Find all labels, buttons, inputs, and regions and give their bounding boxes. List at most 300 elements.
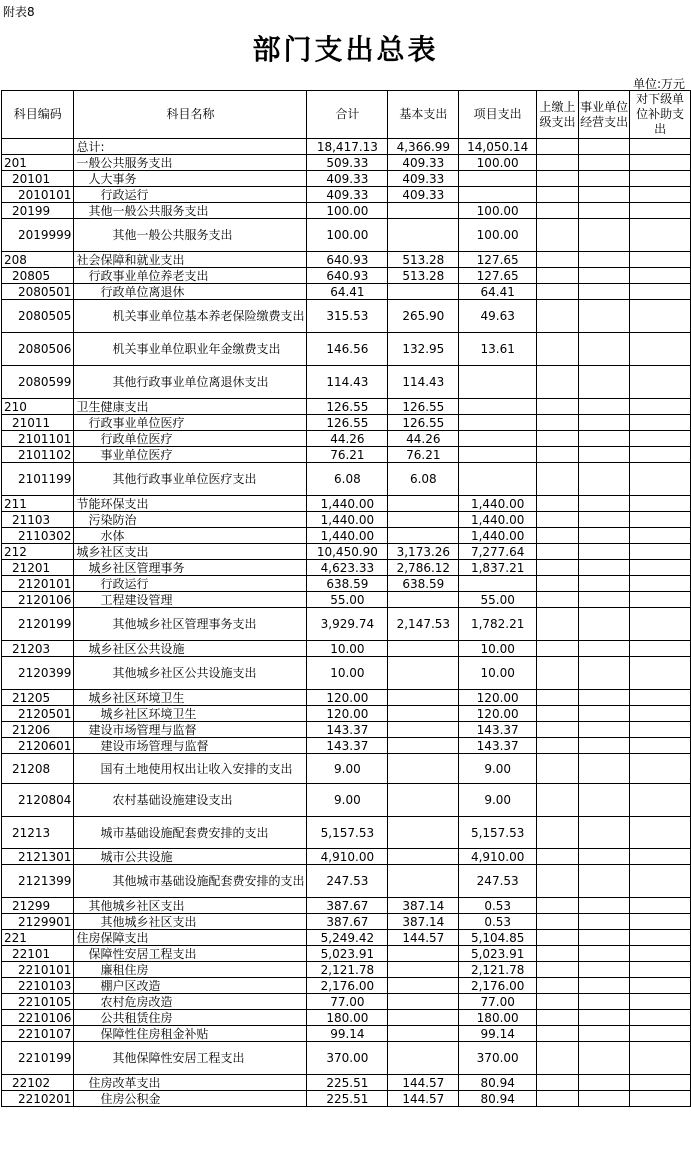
cell-project: 2,121.78 [459,962,537,978]
cell-subsidy [630,203,691,219]
cell-code: 2120601 [2,738,74,754]
table-row [2,914,691,930]
table-row [2,898,691,914]
cell-name: 其他城市基础设施配套费安排的支出 [74,865,307,898]
table-row [2,252,691,268]
cell-business [579,284,630,300]
cell-basic: 144.57 [388,1075,459,1091]
cell-upper [536,930,578,946]
cell-name: 行政单位离退休 [74,284,307,300]
table-row [2,1075,691,1091]
cell-upper [536,722,578,738]
cell-business [579,962,630,978]
cell-basic [388,706,459,722]
cell-project: 13.61 [459,333,537,366]
cell-project: 120.00 [459,690,537,706]
header-subsidy: 对下级单位补助支出 [630,91,691,139]
cell-subsidy [630,865,691,898]
cell-project [459,366,537,399]
cell-basic [388,512,459,528]
cell-basic [388,962,459,978]
cell-basic: 126.55 [388,415,459,431]
cell-upper [536,463,578,496]
table-row [2,139,691,155]
cell-upper [536,415,578,431]
cell-name: 行政运行 [74,187,307,203]
cell-code: 2210201 [2,1091,74,1107]
cell-project: 100.00 [459,219,537,252]
cell-project: 100.00 [459,155,537,171]
cell-subsidy [630,817,691,849]
cell-upper [536,641,578,657]
cell-business [579,252,630,268]
cell-project: 1,782.21 [459,608,537,641]
cell-total: 143.37 [307,738,388,754]
cell-business [579,171,630,187]
cell-name: 城乡社区管理事务 [74,560,307,576]
cell-project: 0.53 [459,914,537,930]
table-row [2,817,691,849]
header-project: 项目支出 [459,91,537,139]
cell-business [579,754,630,784]
cell-basic [388,994,459,1010]
cell-business [579,817,630,849]
cell-code: 201 [2,155,74,171]
cell-basic: 409.33 [388,171,459,187]
cell-subsidy [630,576,691,592]
cell-basic: 114.43 [388,366,459,399]
cell-subsidy [630,1075,691,1091]
cell-code: 2129901 [2,914,74,930]
cell-name: 住房公积金 [74,1091,307,1107]
cell-upper [536,784,578,817]
table-row [2,528,691,544]
cell-name: 城乡社区环境卫生 [74,690,307,706]
cell-basic: 387.14 [388,914,459,930]
cell-total: 6.08 [307,463,388,496]
cell-business [579,1026,630,1042]
cell-code: 211 [2,496,74,512]
table-row [2,784,691,817]
cell-name: 一般公共服务支出 [74,155,307,171]
cell-total: 180.00 [307,1010,388,1026]
table-row [2,463,691,496]
cell-project: 143.37 [459,722,537,738]
table-row [2,994,691,1010]
cell-business [579,784,630,817]
cell-subsidy [630,399,691,415]
cell-code: 2101199 [2,463,74,496]
cell-code: 2120399 [2,657,74,690]
cell-business [579,1075,630,1091]
cell-name: 社会保障和就业支出 [74,252,307,268]
table-row [2,706,691,722]
cell-total: 10.00 [307,657,388,690]
page-title: 部门支出总表 [252,33,439,66]
cell-subsidy [630,657,691,690]
header-total: 合计 [307,91,388,139]
cell-subsidy [630,431,691,447]
cell-code: 2110302 [2,528,74,544]
cell-upper [536,496,578,512]
cell-project: 127.65 [459,268,537,284]
cell-basic: 409.33 [388,187,459,203]
cell-business [579,576,630,592]
cell-total: 126.55 [307,399,388,415]
cell-project [459,415,537,431]
cell-basic [388,528,459,544]
cell-name: 公共租赁住房 [74,1010,307,1026]
cell-name: 工程建设管理 [74,592,307,608]
cell-project: 55.00 [459,592,537,608]
cell-business [579,544,630,560]
cell-total: 44.26 [307,431,388,447]
cell-code: 2120106 [2,592,74,608]
cell-business [579,978,630,994]
cell-code: 2080506 [2,333,74,366]
cell-basic: 126.55 [388,399,459,415]
cell-subsidy [630,722,691,738]
cell-total: 387.67 [307,914,388,930]
cell-upper [536,706,578,722]
cell-code: 2019999 [2,219,74,252]
cell-project [459,447,537,463]
cell-subsidy [630,706,691,722]
cell-total: 4,623.33 [307,560,388,576]
cell-upper [536,738,578,754]
cell-subsidy [630,754,691,784]
cell-name: 农村危房改造 [74,994,307,1010]
cell-upper [536,171,578,187]
cell-code [2,139,74,155]
cell-subsidy [630,994,691,1010]
cell-upper [536,155,578,171]
cell-code: 22102 [2,1075,74,1091]
cell-code: 2121399 [2,865,74,898]
cell-basic [388,641,459,657]
cell-total: 64.41 [307,284,388,300]
cell-basic [388,865,459,898]
cell-project: 10.00 [459,657,537,690]
cell-project: 14,050.14 [459,139,537,155]
cell-project [459,399,537,415]
cell-total: 247.53 [307,865,388,898]
cell-code: 2080505 [2,300,74,333]
cell-project: 64.41 [459,284,537,300]
cell-total: 2,121.78 [307,962,388,978]
cell-total: 409.33 [307,171,388,187]
cell-upper [536,333,578,366]
annex-label: 附表8 [3,5,35,19]
cell-name: 保障性安居工程支出 [74,946,307,962]
table-row [2,690,691,706]
cell-upper [536,560,578,576]
cell-basic [388,690,459,706]
cell-name: 其他城乡社区支出 [74,898,307,914]
cell-project: 2,176.00 [459,978,537,994]
cell-project: 1,440.00 [459,512,537,528]
cell-business [579,463,630,496]
cell-basic [388,1010,459,1026]
cell-basic: 44.26 [388,431,459,447]
cell-basic: 2,786.12 [388,560,459,576]
cell-basic [388,722,459,738]
cell-subsidy [630,1042,691,1075]
table-row [2,333,691,366]
cell-code: 21103 [2,512,74,528]
cell-business [579,187,630,203]
table-row [2,962,691,978]
cell-subsidy [630,898,691,914]
cell-total: 120.00 [307,706,388,722]
cell-code: 2121301 [2,849,74,865]
header-name: 科目名称 [74,91,307,139]
cell-business [579,528,630,544]
cell-name: 其他城乡社区公共设施支出 [74,657,307,690]
cell-business [579,219,630,252]
cell-total: 126.55 [307,415,388,431]
cell-total: 387.67 [307,898,388,914]
cell-subsidy [630,1010,691,1026]
cell-basic [388,1026,459,1042]
cell-name: 污染防治 [74,512,307,528]
cell-project: 99.14 [459,1026,537,1042]
cell-code: 21208 [2,754,74,784]
cell-name: 行政事业单位医疗 [74,415,307,431]
cell-upper [536,576,578,592]
cell-upper [536,1026,578,1042]
cell-basic: 132.95 [388,333,459,366]
cell-code: 2120199 [2,608,74,641]
cell-business [579,994,630,1010]
cell-basic [388,784,459,817]
cell-basic: 144.57 [388,930,459,946]
cell-name: 国有土地使用权出让收入安排的支出 [74,754,307,784]
cell-subsidy [630,1091,691,1107]
cell-name: 其他一般公共服务支出 [74,203,307,219]
cell-upper [536,187,578,203]
cell-basic [388,496,459,512]
cell-basic [388,219,459,252]
table-row [2,641,691,657]
cell-subsidy [630,300,691,333]
cell-code: 2120501 [2,706,74,722]
cell-total: 2,176.00 [307,978,388,994]
cell-name: 事业单位医疗 [74,447,307,463]
header-upper: 上缴上级支出 [536,91,578,139]
cell-project: 80.94 [459,1091,537,1107]
cell-upper [536,657,578,690]
cell-business [579,496,630,512]
cell-upper [536,690,578,706]
cell-name: 其他保障性安居工程支出 [74,1042,307,1075]
cell-business [579,608,630,641]
cell-name: 城乡社区公共设施 [74,641,307,657]
cell-code: 208 [2,252,74,268]
table-row [2,560,691,576]
table-row [2,946,691,962]
cell-code: 210 [2,399,74,415]
cell-name: 农村基础设施建设支出 [74,784,307,817]
cell-upper [536,399,578,415]
cell-business [579,447,630,463]
cell-upper [536,946,578,962]
cell-business [579,512,630,528]
cell-code: 21201 [2,560,74,576]
cell-name: 机关事业单位职业年金缴费支出 [74,333,307,366]
cell-code: 221 [2,930,74,946]
cell-name: 住房保障支出 [74,930,307,946]
cell-subsidy [630,784,691,817]
cell-upper [536,366,578,399]
cell-code: 2120101 [2,576,74,592]
cell-upper [536,608,578,641]
cell-code: 21205 [2,690,74,706]
cell-code: 21299 [2,898,74,914]
cell-name: 水体 [74,528,307,544]
cell-code: 20805 [2,268,74,284]
cell-name: 卫生健康支出 [74,399,307,415]
table-row [2,722,691,738]
table-row [2,544,691,560]
cell-subsidy [630,849,691,865]
cell-total: 9.00 [307,784,388,817]
table-row [2,268,691,284]
cell-name: 行政运行 [74,576,307,592]
cell-name: 建设市场管理与监督 [74,738,307,754]
cell-subsidy [630,978,691,994]
cell-code: 2080599 [2,366,74,399]
cell-basic [388,657,459,690]
cell-upper [536,978,578,994]
cell-basic [388,284,459,300]
cell-total: 146.56 [307,333,388,366]
cell-project: 7,277.64 [459,544,537,560]
cell-business [579,865,630,898]
cell-code: 21213 [2,817,74,849]
cell-business [579,399,630,415]
cell-upper [536,431,578,447]
cell-project: 5,104.85 [459,930,537,946]
cell-total: 9.00 [307,754,388,784]
cell-upper [536,849,578,865]
cell-basic: 4,366.99 [388,139,459,155]
cell-code: 2101101 [2,431,74,447]
cell-upper [536,219,578,252]
table-row [2,187,691,203]
cell-business [579,722,630,738]
cell-project: 10.00 [459,641,537,657]
cell-code: 2210101 [2,962,74,978]
cell-upper [536,252,578,268]
cell-subsidy [630,962,691,978]
cell-subsidy [630,608,691,641]
cell-upper [536,284,578,300]
cell-business [579,1091,630,1107]
cell-subsidy [630,447,691,463]
cell-upper [536,512,578,528]
cell-basic: 638.59 [388,576,459,592]
cell-business [579,366,630,399]
cell-code: 2080501 [2,284,74,300]
cell-project: 100.00 [459,203,537,219]
cell-business [579,641,630,657]
cell-upper [536,865,578,898]
cell-project: 180.00 [459,1010,537,1026]
table-row [2,496,691,512]
cell-subsidy [630,528,691,544]
cell-project [459,187,537,203]
table-row [2,1042,691,1075]
cell-project [459,431,537,447]
cell-upper [536,994,578,1010]
cell-business [579,914,630,930]
table-row [2,1010,691,1026]
cell-business [579,849,630,865]
cell-total: 100.00 [307,203,388,219]
cell-upper [536,1091,578,1107]
cell-project: 77.00 [459,994,537,1010]
header-row [2,91,691,139]
header-basic: 基本支出 [388,91,459,139]
cell-name: 城乡社区环境卫生 [74,706,307,722]
cell-business [579,898,630,914]
cell-subsidy [630,415,691,431]
header-code: 科目编码 [2,91,74,139]
cell-business [579,300,630,333]
cell-code: 21011 [2,415,74,431]
cell-subsidy [630,284,691,300]
cell-basic [388,203,459,219]
cell-subsidy [630,690,691,706]
table-row [2,447,691,463]
cell-subsidy [630,187,691,203]
cell-total: 640.93 [307,268,388,284]
cell-code: 20101 [2,171,74,187]
cell-project: 5,157.53 [459,817,537,849]
cell-total: 76.21 [307,447,388,463]
cell-business [579,1042,630,1075]
cell-name: 建设市场管理与监督 [74,722,307,738]
cell-subsidy [630,463,691,496]
cell-project: 0.53 [459,898,537,914]
cell-upper [536,300,578,333]
cell-project [459,463,537,496]
cell-business [579,139,630,155]
cell-name: 其他城乡社区管理事务支出 [74,608,307,641]
cell-project: 370.00 [459,1042,537,1075]
table-row [2,171,691,187]
cell-project: 9.00 [459,754,537,784]
table-row [2,366,691,399]
cell-subsidy [630,333,691,366]
cell-business [579,155,630,171]
cell-basic [388,946,459,962]
cell-total: 1,440.00 [307,528,388,544]
cell-subsidy [630,560,691,576]
cell-project: 143.37 [459,738,537,754]
cell-basic: 513.28 [388,252,459,268]
cell-basic: 6.08 [388,463,459,496]
table-row [2,849,691,865]
cell-subsidy [630,496,691,512]
cell-business [579,930,630,946]
cell-total: 77.00 [307,994,388,1010]
cell-upper [536,139,578,155]
cell-basic [388,978,459,994]
cell-total: 1,440.00 [307,512,388,528]
cell-business [579,657,630,690]
